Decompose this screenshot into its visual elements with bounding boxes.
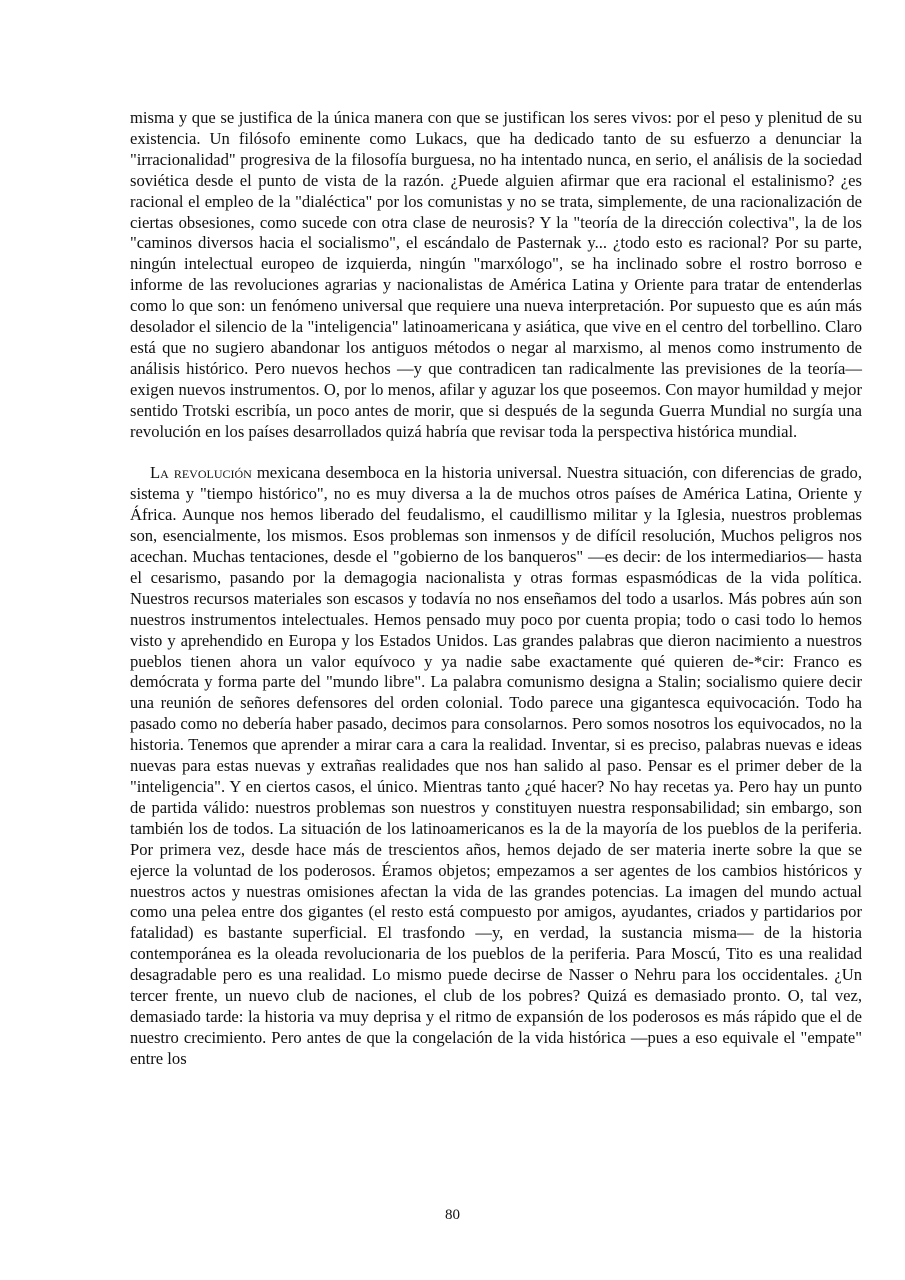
page-number: 80 bbox=[445, 1207, 460, 1223]
page-body bbox=[130, 108, 862, 1070]
paragraph-2 bbox=[130, 463, 862, 1069]
paragraph-1: misma y que se justifica de la única manera con que se justifican los seres vivos: por el peso y plenitud de su existencia. Un filósofo eminente como Lukacs, que ha dedicado tanto de su esfuerzo a denunciar la "irracionalidad" progresiva de la filosofía burguesa, no ha intentado nunca, en serio, el análisis de la sociedad soviética desde el punto de vista de la razón. ¿Puede alguien afirmar que era racional el estalinismo? ¿es racional el empleo de la "dialéctica" por los comunistas y no se trata, simplemente, de una racionalización de ciertas obsesiones, como sucede con otra clase de neurosis? Y la "teoría de la dirección colectiva", la de los "caminos diversos hacia el socialismo", el escándalo de Pasternak y... ¿todo esto es racional? Por su parte, ningún intelectual europeo de izquierda, ningún "marxólogo", se ha inclinado sobre el rostro borroso e informe de las revoluciones agrarias y nacionalistas de América Latina y Oriente para tratar de entenderlas como lo que son: un fenómeno universal que requiere una nueva interpretación. Por supuesto que es aún más desolador el silencio de la "inteligencia" latinoamericana y asiática, que vive en el centro del torbellino. Claro está que no sugiero abandonar los antiguos métodos o negar al marxismo, al menos como instrumento de análisis histórico. Pero nuevos hechos —y que contradicen tan radicalmente las previsiones de la teoría— exigen nuevos instrumentos. O, por lo menos, afilar y aguzar los que poseemos. Con mayor humildad y mejor sentido Trotski escribía, un poco antes de morir, que si después de la segunda Guerra Mundial no surgía una revolución en los países desarrollados quizá habría que revisar toda la perspectiva histórica mundial. bbox=[130, 108, 862, 441]
paragraph-2-text: mexicana desemboca en la historia universal. Nuestra situación, con diferencias de grado, sistema y "tiempo histórico", no es muy diversa a la de muchos otros países de América Latina, Oriente y África. Aunque nos hemos liberado del feudalismo, el caudillismo militar y la Iglesia, nuestros problemas son, esencialmente, los mismos. Esos problemas son inmensos y de difícil resolución, Muchos peligros nos acechan. Muchas tentaciones, desde el "gobierno de los banqueros" —es decir: de los intermediarios— hasta el cesarismo, pasando por la demagogia nacionalista y otras formas espasmódicas de la vida política. Nuestros recursos materiales son escasos y todavía no nos enseñamos del todo a usarlos. Más pobres aún son nuestros instrumentos intelectuales. Hemos pensado muy poco por cuenta propia; todo o casi todo lo hemos visto y aprehendido en Europa y los Estados Unidos. Las grandes palabras que dieron nacimiento a nuestros pueblos tienen ahora un valor equívoco y ya nadie sabe exactamente qué quieren de-*cir: Franco es demócrata y forma parte del "mundo libre". La palabra comunismo designa a Stalin; socialismo quiere decir una reunión de señores defensores del orden colonial. Todo parece una gigantesca equivocación. Todo ha pasado como no debería haber pasado, decimos para consolarnos. Pero somos nosotros los equivocados, no la historia. Tenemos que aprender a mirar cara a cara la realidad. Inventar, si es preciso, palabras nuevas e ideas nuevas para estas nuevas y extrañas realidades que nos han salido al paso. Pensar es el primer deber de la "inteligencia". Y en ciertos casos, el único. Mientras tanto ¿qué hacer? No hay recetas ya. Pero hay un punto de partida válido: nuestros problemas son nuestros y constituyen nuestra responsabilidad; sin embargo, son también los de todos. La situación de los latinoamericanos es la de la mayoría de los pueblos de la periferia. Por primera vez, desde hace más de trescientos años, hemos dejado de ser materia inerte sobre la que se ejerce la voluntad de los poderosos. Éramos objetos; empezamos a ser agentes de los cambios históricos y nuestros actos y nuestras omisiones afectan la vida de las grandes potencias. La imagen del mundo actual como una pelea entre dos gigantes (el resto está compuesto por amigos, ayudantes, criados y partidarios por fatalidad) es bastante superficial. El trasfondo —y, en verdad, la sustancia misma— de la historia contemporánea es la oleada revolucionaria de los pueblos de la periferia. Para Moscú, Tito es una realidad desagradable pero es una realidad. Lo mismo puede decirse de Nasser o Nehru para los occidentales. ¿Un tercer frente, un nuevo club de naciones, el club de los pobres? Quizá es demasiado pronto. O, tal vez, demasiado tarde: la historia va muy deprisa y el ritmo de expansión de los poderosos es más rápido que el de nuestro crecimiento. Pero antes de que la congelación de la vida histórica —pues a eso equivale el "empate" entre los bbox=[130, 463, 862, 1068]
paragraph-2-lead: La revolución bbox=[150, 463, 252, 483]
